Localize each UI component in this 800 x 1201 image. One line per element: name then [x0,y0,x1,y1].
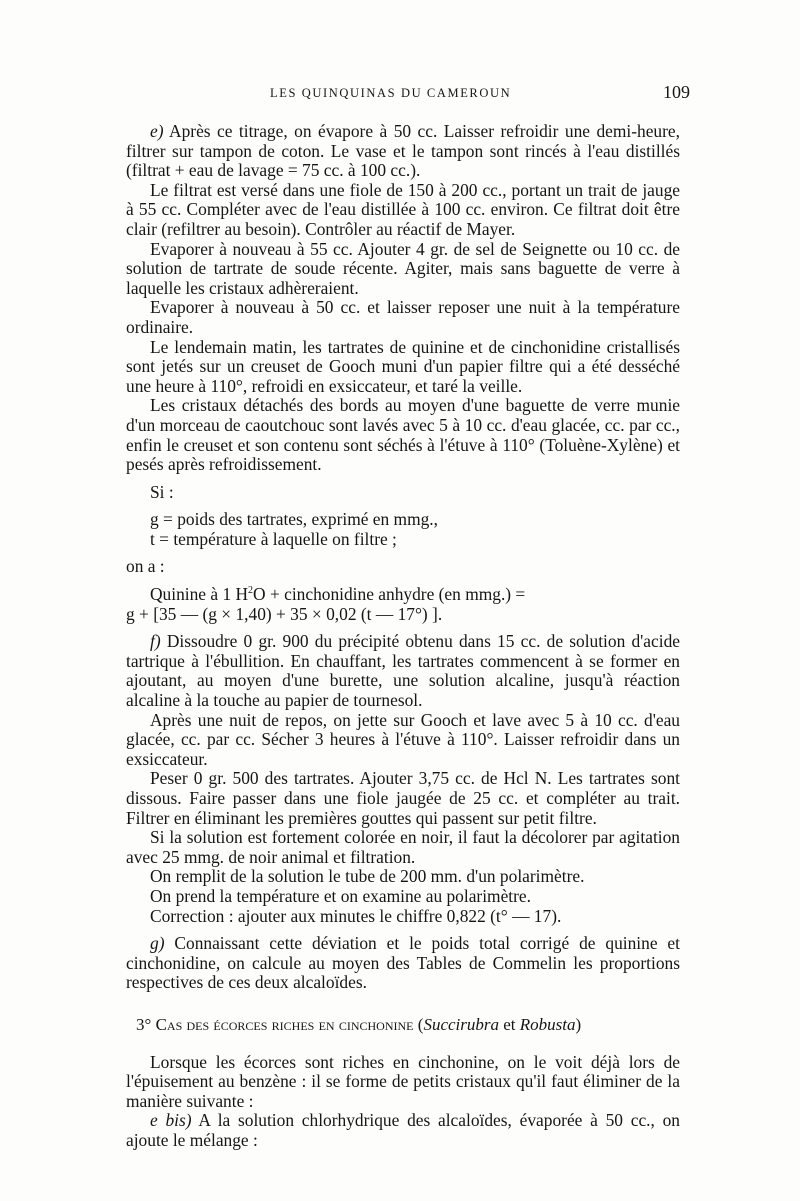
heading-italic-2: Robusta [519,1014,576,1034]
heading-close-paren: ) [575,1014,582,1034]
paragraph-remplit: On remplit de la solution le tube de 200 mm. d'un polarimètre. [150,866,585,887]
paragraph-e-bis [126,1111,680,1150]
paragraph-f [126,632,680,710]
item-label-e: e) [150,121,164,141]
formula-superscript: 2 [248,585,254,597]
formula-line-1 [126,585,680,605]
item-label-e-bis: e bis) [150,1110,192,1131]
paragraph-e-bis-text: A la solution chlorhydrique des alcaloïdes, évaporée à 50 cc., on ajoute le mélange : [126,1110,680,1150]
paragraph-peser: Peser 0 gr. 500 des tartrates. Ajouter 3,75 cc. de Hcl N. Les tartrates sont dissous. Faire passer dans une fiole jaugée de 25 cc. et compléter au trait. Filtrer en éliminant les premières gouttes qui passent sur petit filtre. [126,768,680,828]
paragraph-filtrat: Le filtrat est versé dans une fiole de 150 à 200 cc., portant un trait de jauge à 55 cc. Compléter avec de l'eau distillée à 100 cc. environ. Ce filtrat doit être clair (refiltrer au besoin). Contrôler au réactif de Mayer. [126,179,680,239]
paragraph-correction: Correction : ajouter aux minutes le chiffre 0,822 (t° — 17). [150,905,562,926]
definition-t: t = température à laquelle on filtre ; [150,528,397,549]
formula-line-2: g + [35 — (g × 1,40) + 35 × 0,02 (t — 17°) ]. [126,603,443,624]
paragraph-cinchonine: Lorsque les écorces sont riches en cinchonine, on le voit déjà lors de l'épuisement au benzène : il se forme de petits cristaux qu'il faut éliminer de la manière suivante : [126,1051,680,1111]
si-line: Si : [150,481,174,502]
section-heading [126,1015,680,1035]
running-title: LES QUINQUINAS DU CAMEROUN [270,86,512,100]
paragraph-temperature: On prend la température et on examine au polarimètre. [150,885,531,906]
paragraph-g [126,934,680,993]
paragraph-decolorer: Si la solution est fortement colorée en noir, il faut la décolorer par agitation avec 25 mmg. de noir animal et filtration. [126,827,680,867]
heading-open-paren: ( [413,1014,424,1034]
page-number: 109 [663,82,690,102]
paragraph-cristaux: Les cristaux détachés des bords au moyen d'une baguette de verre munie d'un morceau de caoutchouc sont lavés avec 5 à 10 cc. d'eau glacée, cc. par cc., enfin le creuset et son contenu sont séchés à l'étuve à 110° (Toluène-Xylène) et pesés après refroidissement. [126,395,680,475]
paragraph-f-text: Dissoudre 0 gr. 900 du précipité obtenu dans 15 cc. de solution d'acide tartrique à l'ébullition. En chauffant, les tartrates commencent à se former en ajoutant, au moyen d'une burette, une solution alcaline, jusqu'à réaction alcaline à la touche au papier de tournesol. [126,631,680,711]
formula-part-b: O + cinchonidine anhydre (en mmg.) = [253,584,526,605]
paragraph-evaporer-50: Evaporer à nouveau à 50 cc. et laisser reposer une nuit à la température ordinaire. [126,297,680,337]
paragraph-evaporer-55: Evaporer à nouveau à 55 cc. Ajouter 4 gr. de sel de Seignette ou 10 cc. de solution de tartrate de soude récente. Agiter, mais sans baguette de verre à laquelle les cristaux adhèreraient. [126,238,680,298]
heading-and: et [498,1014,520,1034]
definition-g: g = poids des tartrates, exprimé en mmg., [150,509,438,530]
item-label-g: g) [150,933,165,954]
on-a-line: on a : [126,556,165,577]
item-label-f: f) [150,631,161,652]
heading-small-caps: Cas des écorces riches en cinchonine [155,1014,414,1034]
formula-part-a: Quinine à 1 H [150,584,249,605]
heading-italic-1: Succirubra [423,1014,499,1034]
paragraph-repos: Après une nuit de repos, on jette sur Gooch et lave avec 5 à 10 cc. d'eau glacée, cc. par cc. Sécher 3 heures à l'étuve à 110°. Laisser refroidir dans un exsiccateur. [126,709,680,769]
paragraph-e [126,122,680,181]
heading-number: 3° [136,1014,156,1034]
paragraph-e-text: Après ce titrage, on évapore à 50 cc. Laisser refroidir une demi-heure, filtrer sur tampon de coton. Le vase et le tampon sont rincés à l'eau distillés (filtrat + eau de lavage = 75 cc. à 100 cc.). [126,121,680,181]
paragraph-lendemain: Le lendemain matin, les tartrates de quinine et de cinchonidine cristallisés sont jetés sur un creuset de Gooch muni d'un papier filtre qui a été desséché une heure à 110°, refroidi en exsiccateur, et taré la veille. [126,336,680,396]
paragraph-g-text: Connaissant cette déviation et le poids total corrigé de quinine et cinchonidine, on calcule au moyen des Tables de Commelin les proportions respectives de ces deux alcaloïdes. [126,933,680,993]
body-text [126,122,680,1151]
